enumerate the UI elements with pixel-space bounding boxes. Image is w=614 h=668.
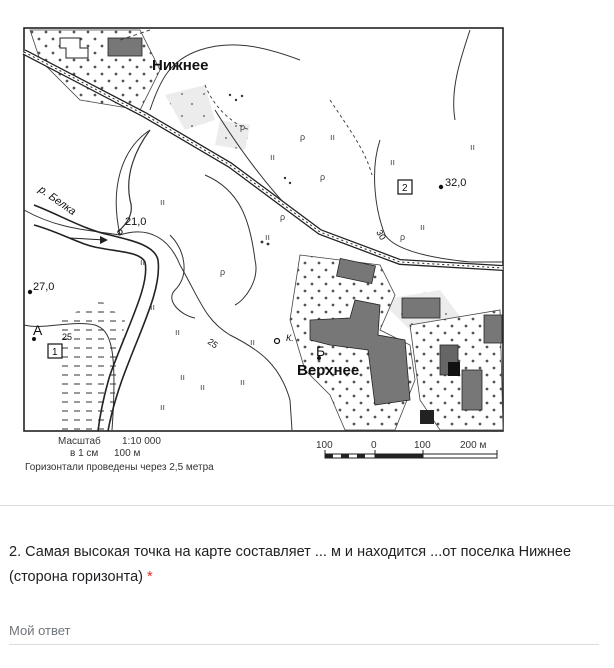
section-divider [0,505,614,506]
spring-label: К. [286,333,294,343]
svg-text:ıı: ıı [250,337,256,347]
scale-bar [325,450,497,458]
scale-bar-label-100-left: 100 [316,440,333,451]
contour-label-30: 30 [374,228,388,242]
svg-text:ıı: ıı [390,157,396,167]
svg-text:ıı: ıı [270,152,276,162]
svg-text:ıı: ıı [200,382,206,392]
svg-text:ıı: ıı [240,377,246,387]
scale-title: Масштаб [58,436,101,447]
svg-text:ρ: ρ [300,132,306,142]
building [420,410,434,424]
elevation-point [439,185,443,189]
scale-ratio: 1:10 000 [122,436,161,447]
svg-text:ρ: ρ [320,172,326,182]
contour-interval-note: Горизонтали проведены через 2,5 метра [25,462,214,473]
point-b-label: Б [316,343,326,359]
elevation-label-32: 32,0 [445,177,467,189]
svg-text:ıı: ıı [330,132,336,142]
svg-text:ρ: ρ [280,212,286,222]
answer-field[interactable] [9,622,599,646]
svg-text:ıı: ıı [150,302,156,312]
svg-text:ıı: ıı [420,222,426,232]
answer-underline [9,644,599,645]
building [484,315,502,343]
contour-label-25: 25 [205,336,220,351]
point-a-label: А [33,322,43,338]
svg-text:ıı: ıı [470,142,476,152]
required-asterisk: * [147,569,153,585]
question-title [9,540,599,590]
square-label-2: 2 [402,183,408,194]
village-label-south: Верхнее [297,362,360,379]
scale-bar-label-0: 0 [371,440,377,451]
contour-label-25: 25 [62,332,73,342]
building [448,362,460,376]
svg-text:ıı: ıı [160,197,166,207]
elevation-point [28,290,32,294]
svg-text:ıı: ıı [160,402,166,412]
svg-text:ıı: ıı [180,372,186,382]
svg-text:ρ: ρ [240,122,246,132]
svg-text:ρ: ρ [220,267,226,277]
question-text: 2. Самая высокая точка на карте составляет ... м и находится ...от поселка Нижнее (сторона горизонта) [9,544,572,585]
elevation-label-27: 27,0 [33,281,55,293]
square-label-1: 1 [52,347,58,358]
answer-placeholder: Мой ответ [9,623,71,638]
svg-text:ρ: ρ [400,232,406,242]
svg-text:ıı: ıı [175,327,181,337]
scale-bar-label-200: 200 м [460,440,487,451]
scale-meters: 100 м [114,448,141,459]
scale-cm: в 1 см [70,448,99,459]
building [462,370,482,410]
svg-text:ıı: ıı [140,257,146,267]
scale-bar-label-100-right: 100 [414,440,431,451]
village-label-north: Нижнее [152,57,209,74]
river-label: р. Белка [36,183,79,218]
svg-text:ıı: ıı [265,232,271,242]
building [108,38,142,56]
building [402,298,440,318]
elevation-label-21: 21,0 [125,216,147,228]
